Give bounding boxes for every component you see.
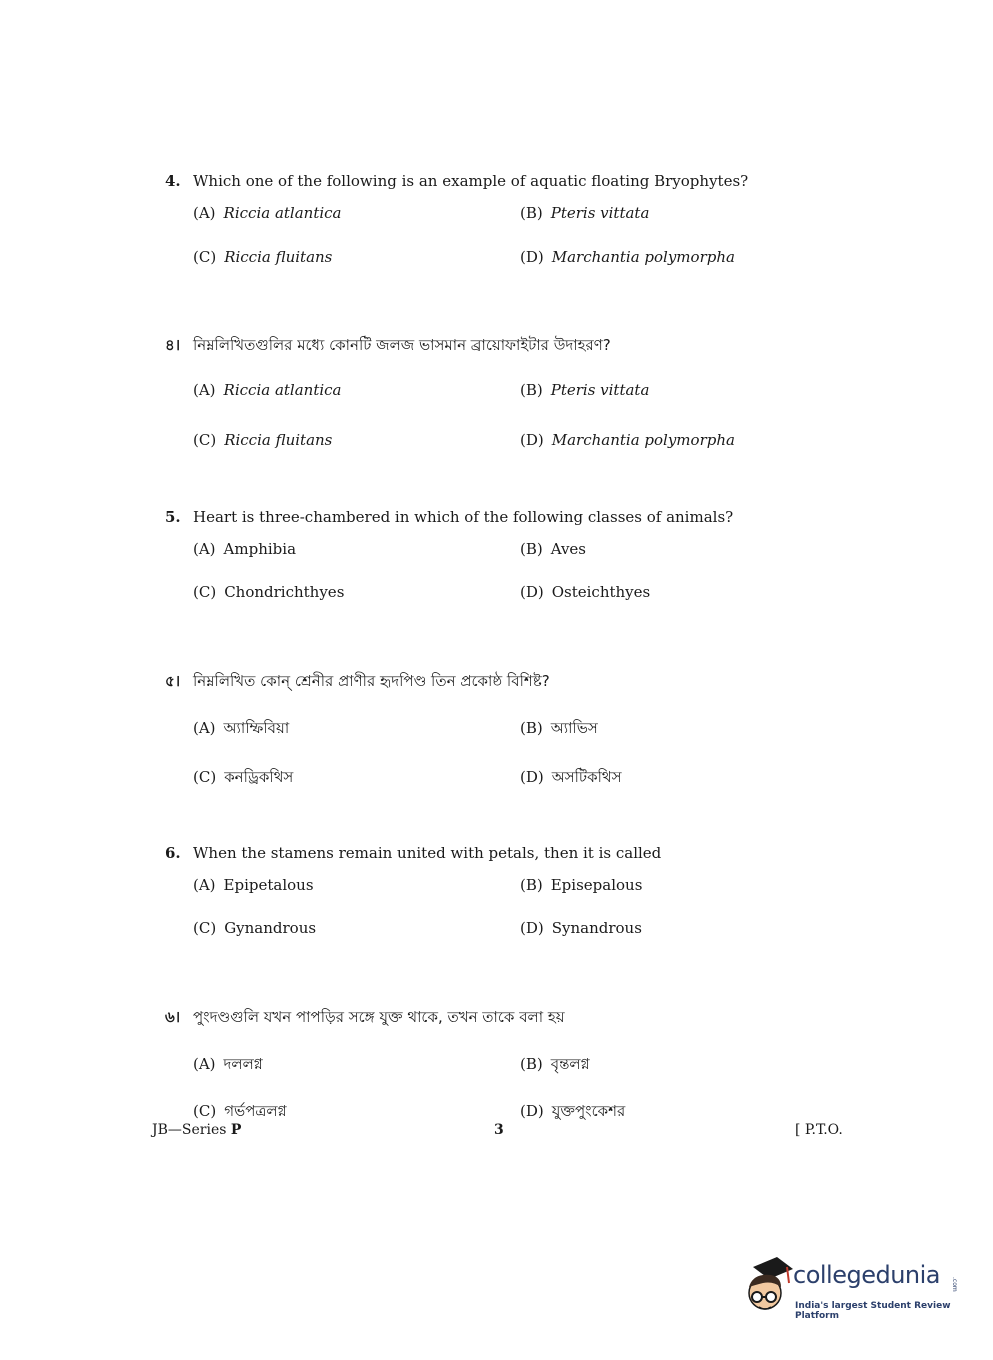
question-text: When the stamens remain united with petals, then it is called (193, 844, 662, 862)
question-number: 6. (165, 844, 181, 862)
option-b: (B) Episepalous (520, 876, 643, 894)
question-number: ৬। (165, 1008, 181, 1026)
question-4-bengali (165, 334, 865, 491)
logo-name: collegedunia (793, 1261, 941, 1289)
option-d: (D) অসটিকথিস (520, 768, 622, 786)
question-6-bengali (165, 1006, 865, 1133)
pto-label: [ P.T.O. (795, 1122, 843, 1138)
question-number: ৫। (165, 672, 181, 690)
question-5 (165, 508, 865, 650)
question-number: ৪। (165, 336, 181, 354)
collegedunia-logo (735, 1255, 960, 1325)
option-a: (A) Riccia atlantica (193, 204, 342, 222)
option-d: (D) যুক্তপুংকেশর (520, 1102, 626, 1120)
option-a: (A) Amphibia (193, 540, 297, 558)
option-a: (A) দললগ্ন (193, 1055, 263, 1073)
option-c: (C) Riccia fluitans (193, 431, 333, 449)
question-text: পুংদণ্ডগুলি যখন পাপড়ির সঙ্গে যুক্ত থাকে, তখন তাকে বলা হয় (193, 1008, 565, 1026)
option-b: (B) Aves (520, 540, 587, 558)
option-d: (D) Marchantia polymorpha (520, 431, 735, 449)
page-number: 3 (494, 1122, 504, 1138)
option-a: (A) Riccia atlantica (193, 381, 342, 399)
option-d: (D) Marchantia polymorpha (520, 248, 735, 266)
option-c: (C) গর্ভপত্রলগ্ন (193, 1102, 287, 1120)
option-b: (B) Pteris vittata (520, 204, 650, 222)
logo-suffix: .com (951, 1277, 958, 1292)
question-number: 4. (165, 172, 181, 190)
option-c: (C) Gynandrous (193, 919, 317, 937)
question-4 (165, 172, 865, 314)
option-c: (C) Chondrichthyes (193, 583, 345, 601)
question-text: Which one of the following is an example of aquatic floating Bryophytes? (193, 172, 749, 190)
option-b: (B) অ্যাভিস (520, 719, 598, 737)
footer-series: JB—Series P (152, 1122, 242, 1138)
mascot-icon (735, 1255, 795, 1325)
option-c: (C) কনড্রিকথিস (193, 768, 294, 786)
option-d: (D) Synandrous (520, 919, 642, 937)
option-c: (C) Riccia fluitans (193, 248, 333, 266)
option-b: (B) বৃন্তলগ্ন (520, 1055, 590, 1073)
question-6 (165, 844, 865, 986)
option-b: (B) Pteris vittata (520, 381, 650, 399)
logo-tagline: India's largest Student Review Platform (795, 1301, 951, 1321)
question-5-bengali (165, 670, 865, 827)
question-text: নিম্নলিখিত কোন্‌ শ্রেনীর প্রাণীর হৃদপিণ্ড তিন প্রকোষ্ঠ বিশিষ্ট? (193, 672, 550, 690)
option-a: (A) Epipetalous (193, 876, 314, 894)
question-text: Heart is three-chambered in which of the following classes of animals? (193, 508, 734, 526)
question-text: নিম্নলিখিতগুলির মধ্যে কোনটি জলজ ভাসমান ব্রায়োফাইটার উদাহরণ? (193, 336, 611, 354)
question-number: 5. (165, 508, 181, 526)
option-d: (D) Osteichthyes (520, 583, 651, 601)
option-a: (A) অ্যাম্ফিবিয়া (193, 719, 290, 737)
